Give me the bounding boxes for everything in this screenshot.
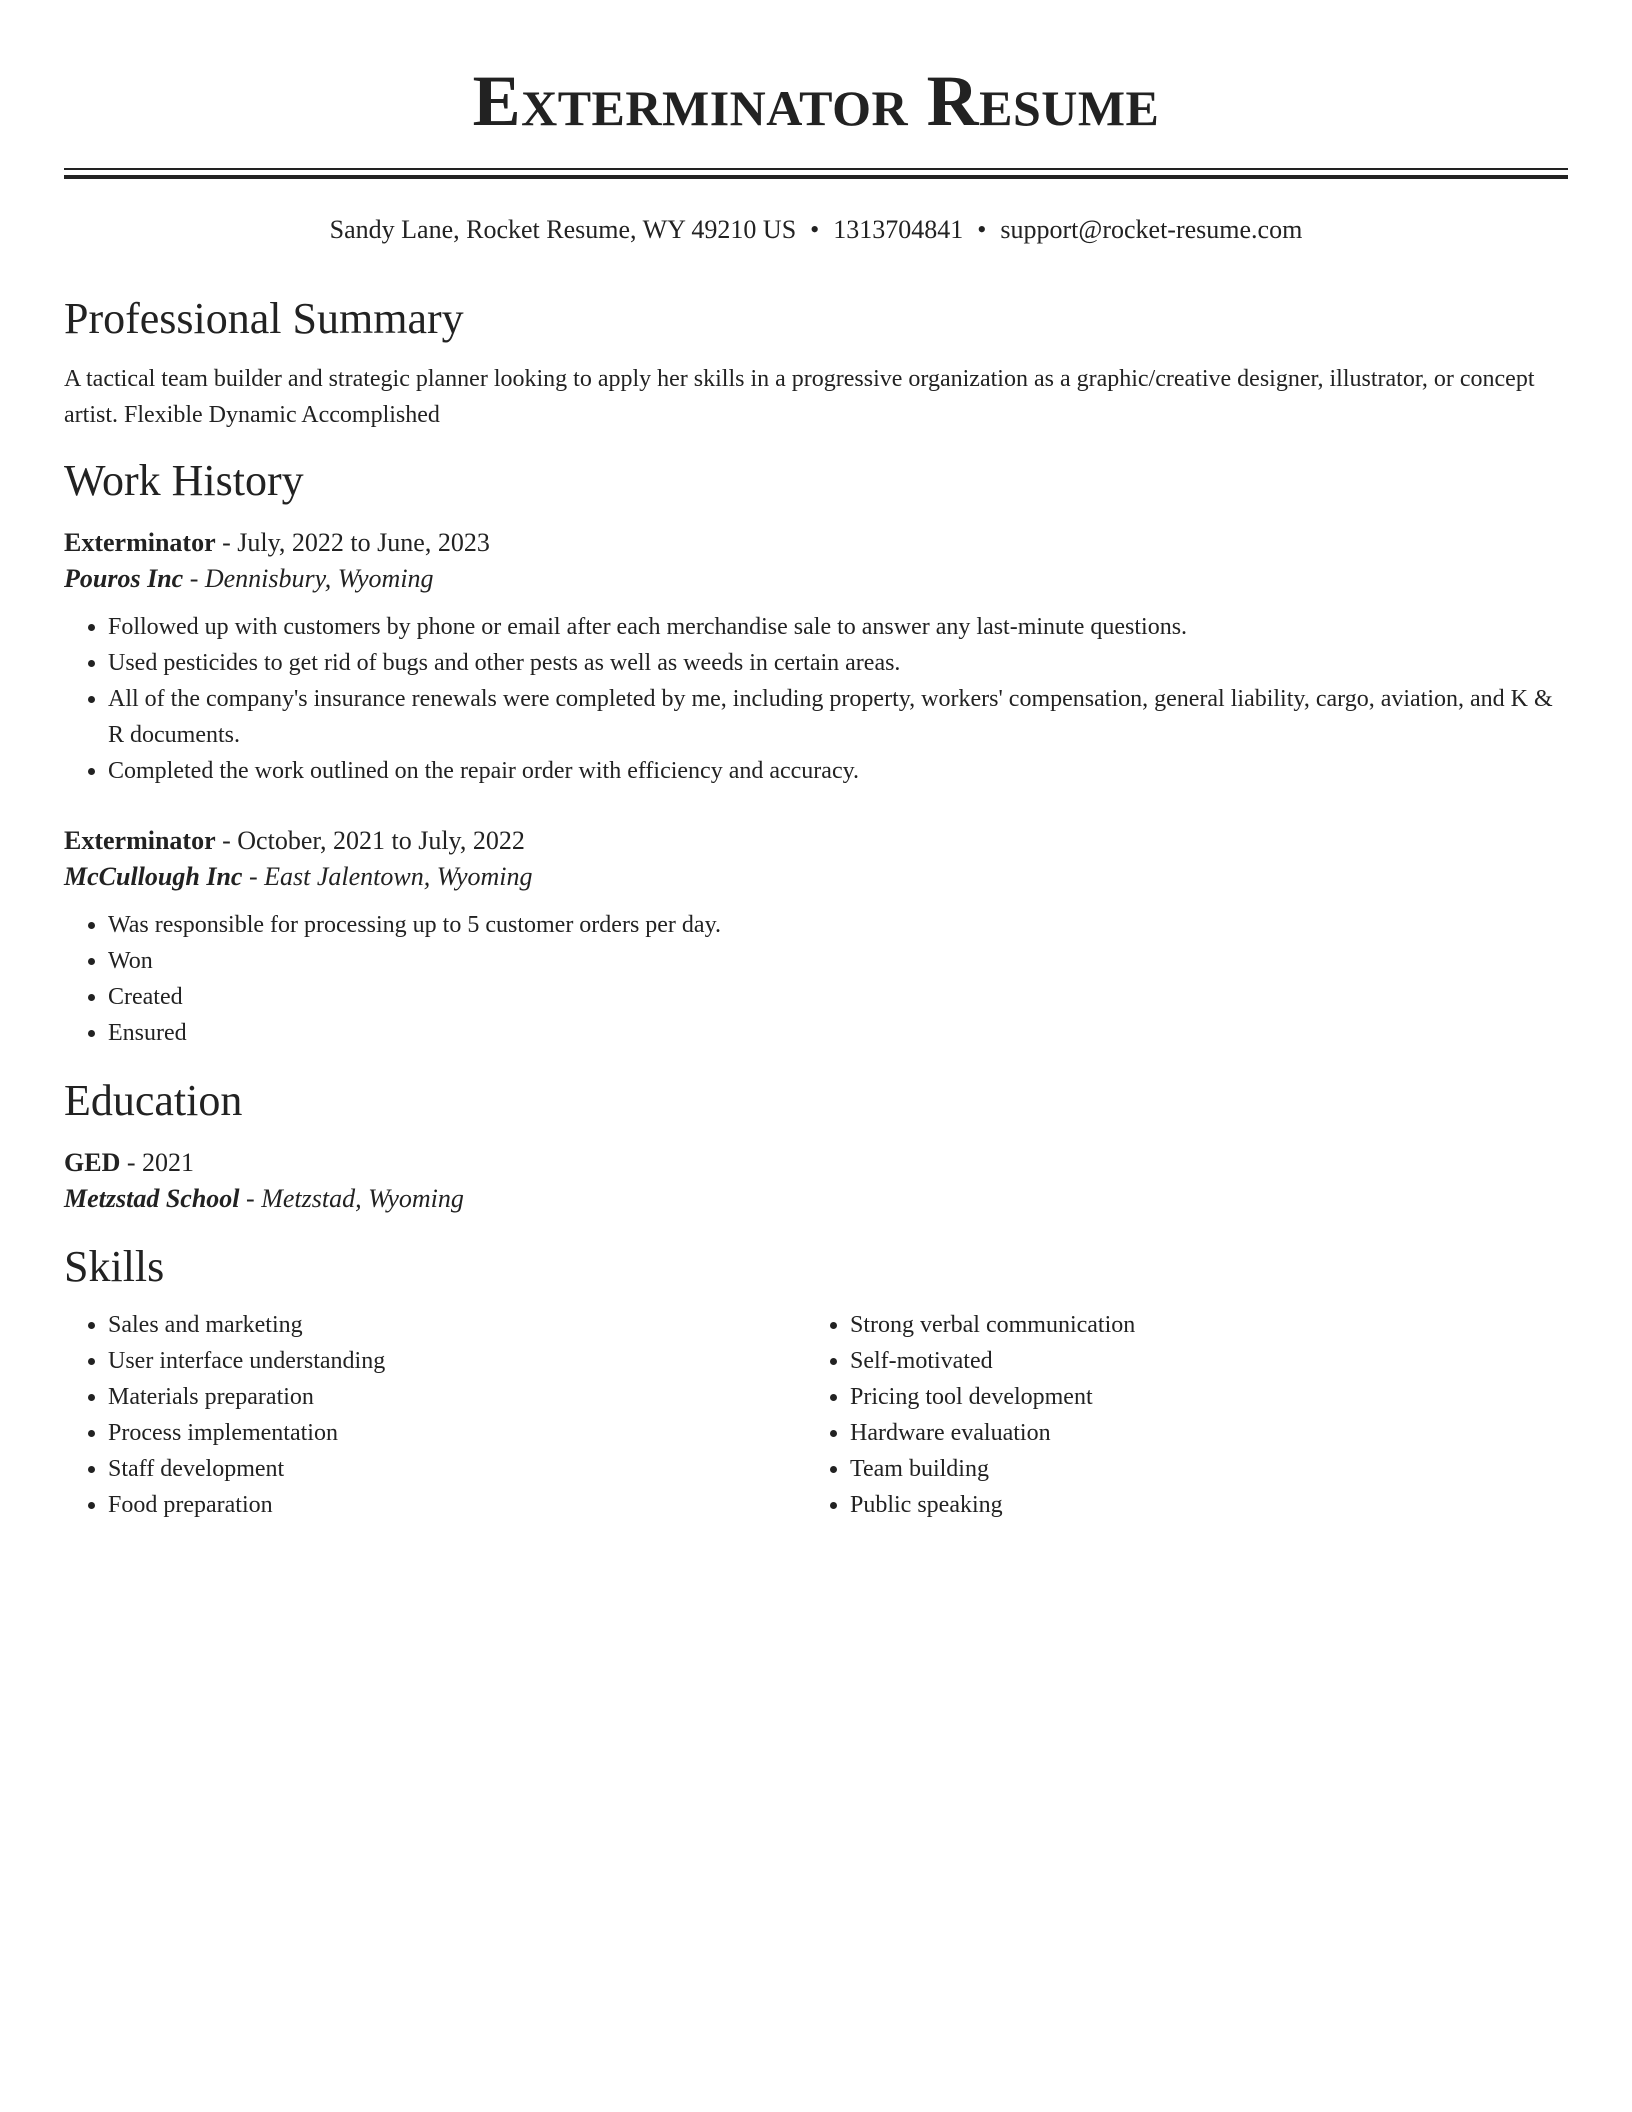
job-bullet: • Used pesticides to get rid of bugs and other pests as well as weeds in certain areas. (108, 645, 1568, 681)
job-entry (64, 823, 1568, 1051)
education-school-line (64, 1181, 1568, 1217)
summary-section (64, 291, 1568, 433)
job-bullet: • Created (108, 979, 1568, 1015)
job-bullets (64, 907, 1568, 1051)
skill-item: • User interface understanding (108, 1343, 806, 1379)
job-title: Exterminator (64, 826, 216, 855)
resume-title: Exterminator Resume (472, 61, 1160, 141)
skills-list-right (806, 1307, 1548, 1523)
skills-list-left (64, 1307, 806, 1523)
skill-item: • Team building (850, 1451, 1548, 1487)
skill-item: • Strong verbal communication (850, 1307, 1548, 1343)
skill-item: • Food preparation (108, 1487, 806, 1523)
education-year: - 2021 (120, 1148, 195, 1177)
job-bullet: • All of the company's insurance renewals were completed by me, including property, workers' compensation, general liability, cargo, aviation, and K & R documents. (108, 681, 1568, 753)
job-bullet: • Ensured (108, 1015, 1568, 1051)
job-bullet: • Was responsible for processing up to 5 customer orders per day. (108, 907, 1568, 943)
job-dates: - July, 2022 to June, 2023 (215, 528, 490, 557)
job-title: Exterminator (64, 528, 216, 557)
skills-section (64, 1239, 1568, 1523)
job-bullet: • Followed up with customers by phone or email after each merchandise sale to answer any last-minute questions. (108, 609, 1568, 645)
work-history-heading: Work History (64, 456, 304, 505)
job-company: Pouros Inc (64, 564, 184, 593)
job-company-line (64, 859, 1568, 895)
work-history-section (64, 453, 1568, 1051)
skill-item: • Pricing tool development (850, 1379, 1548, 1415)
contact-separator: • (810, 215, 820, 244)
contact-address: Sandy Lane, Rocket Resume, WY 49210 US (329, 215, 797, 244)
job-location: - East Jalentown, Wyoming (242, 862, 533, 891)
education-degree-line (64, 1145, 1568, 1181)
summary-heading: Professional Summary (64, 294, 464, 343)
skill-item: • Staff development (108, 1451, 806, 1487)
job-entry (64, 525, 1568, 789)
job-bullet: • Completed the work outlined on the repair order with efficiency and accuracy. (108, 753, 1568, 789)
skill-item: • Process implementation (108, 1415, 806, 1451)
job-bullets (64, 609, 1568, 789)
education-location: - Metzstad, Wyoming (239, 1184, 464, 1213)
job-location: - Dennisbury, Wyoming (183, 564, 434, 593)
job-company-line (64, 561, 1568, 597)
skill-item: • Hardware evaluation (850, 1415, 1548, 1451)
skill-item: • Sales and marketing (108, 1307, 806, 1343)
job-title-line (64, 525, 1568, 561)
skill-item: • Self-motivated (850, 1343, 1548, 1379)
contact-phone: 1313704841 (833, 215, 964, 244)
job-bullet: • Won (108, 943, 1568, 979)
job-dates: - October, 2021 to July, 2022 (215, 826, 525, 855)
skills-columns (64, 1307, 1568, 1523)
contact-email: support@rocket-resume.com (1000, 215, 1303, 244)
summary-text: A tactical team builder and strategic planner looking to apply her skills in a progressive organization as a graphic/creative designer, illustrator, or concept artist. Flexible Dynamic Accomplished (64, 366, 1535, 428)
education-degree: GED (64, 1148, 121, 1177)
education-heading: Education (64, 1076, 243, 1125)
education-school: Metzstad School (64, 1184, 240, 1213)
skills-heading: Skills (64, 1242, 165, 1291)
title-divider-thick (64, 175, 1568, 179)
skill-item: • Materials preparation (108, 1379, 806, 1415)
skill-item: • Public speaking (850, 1487, 1548, 1523)
education-section (64, 1073, 1568, 1217)
job-title-line (64, 823, 1568, 859)
contact-separator: • (977, 215, 987, 244)
job-company: McCullough Inc (64, 862, 243, 891)
contact-line (64, 213, 1568, 247)
